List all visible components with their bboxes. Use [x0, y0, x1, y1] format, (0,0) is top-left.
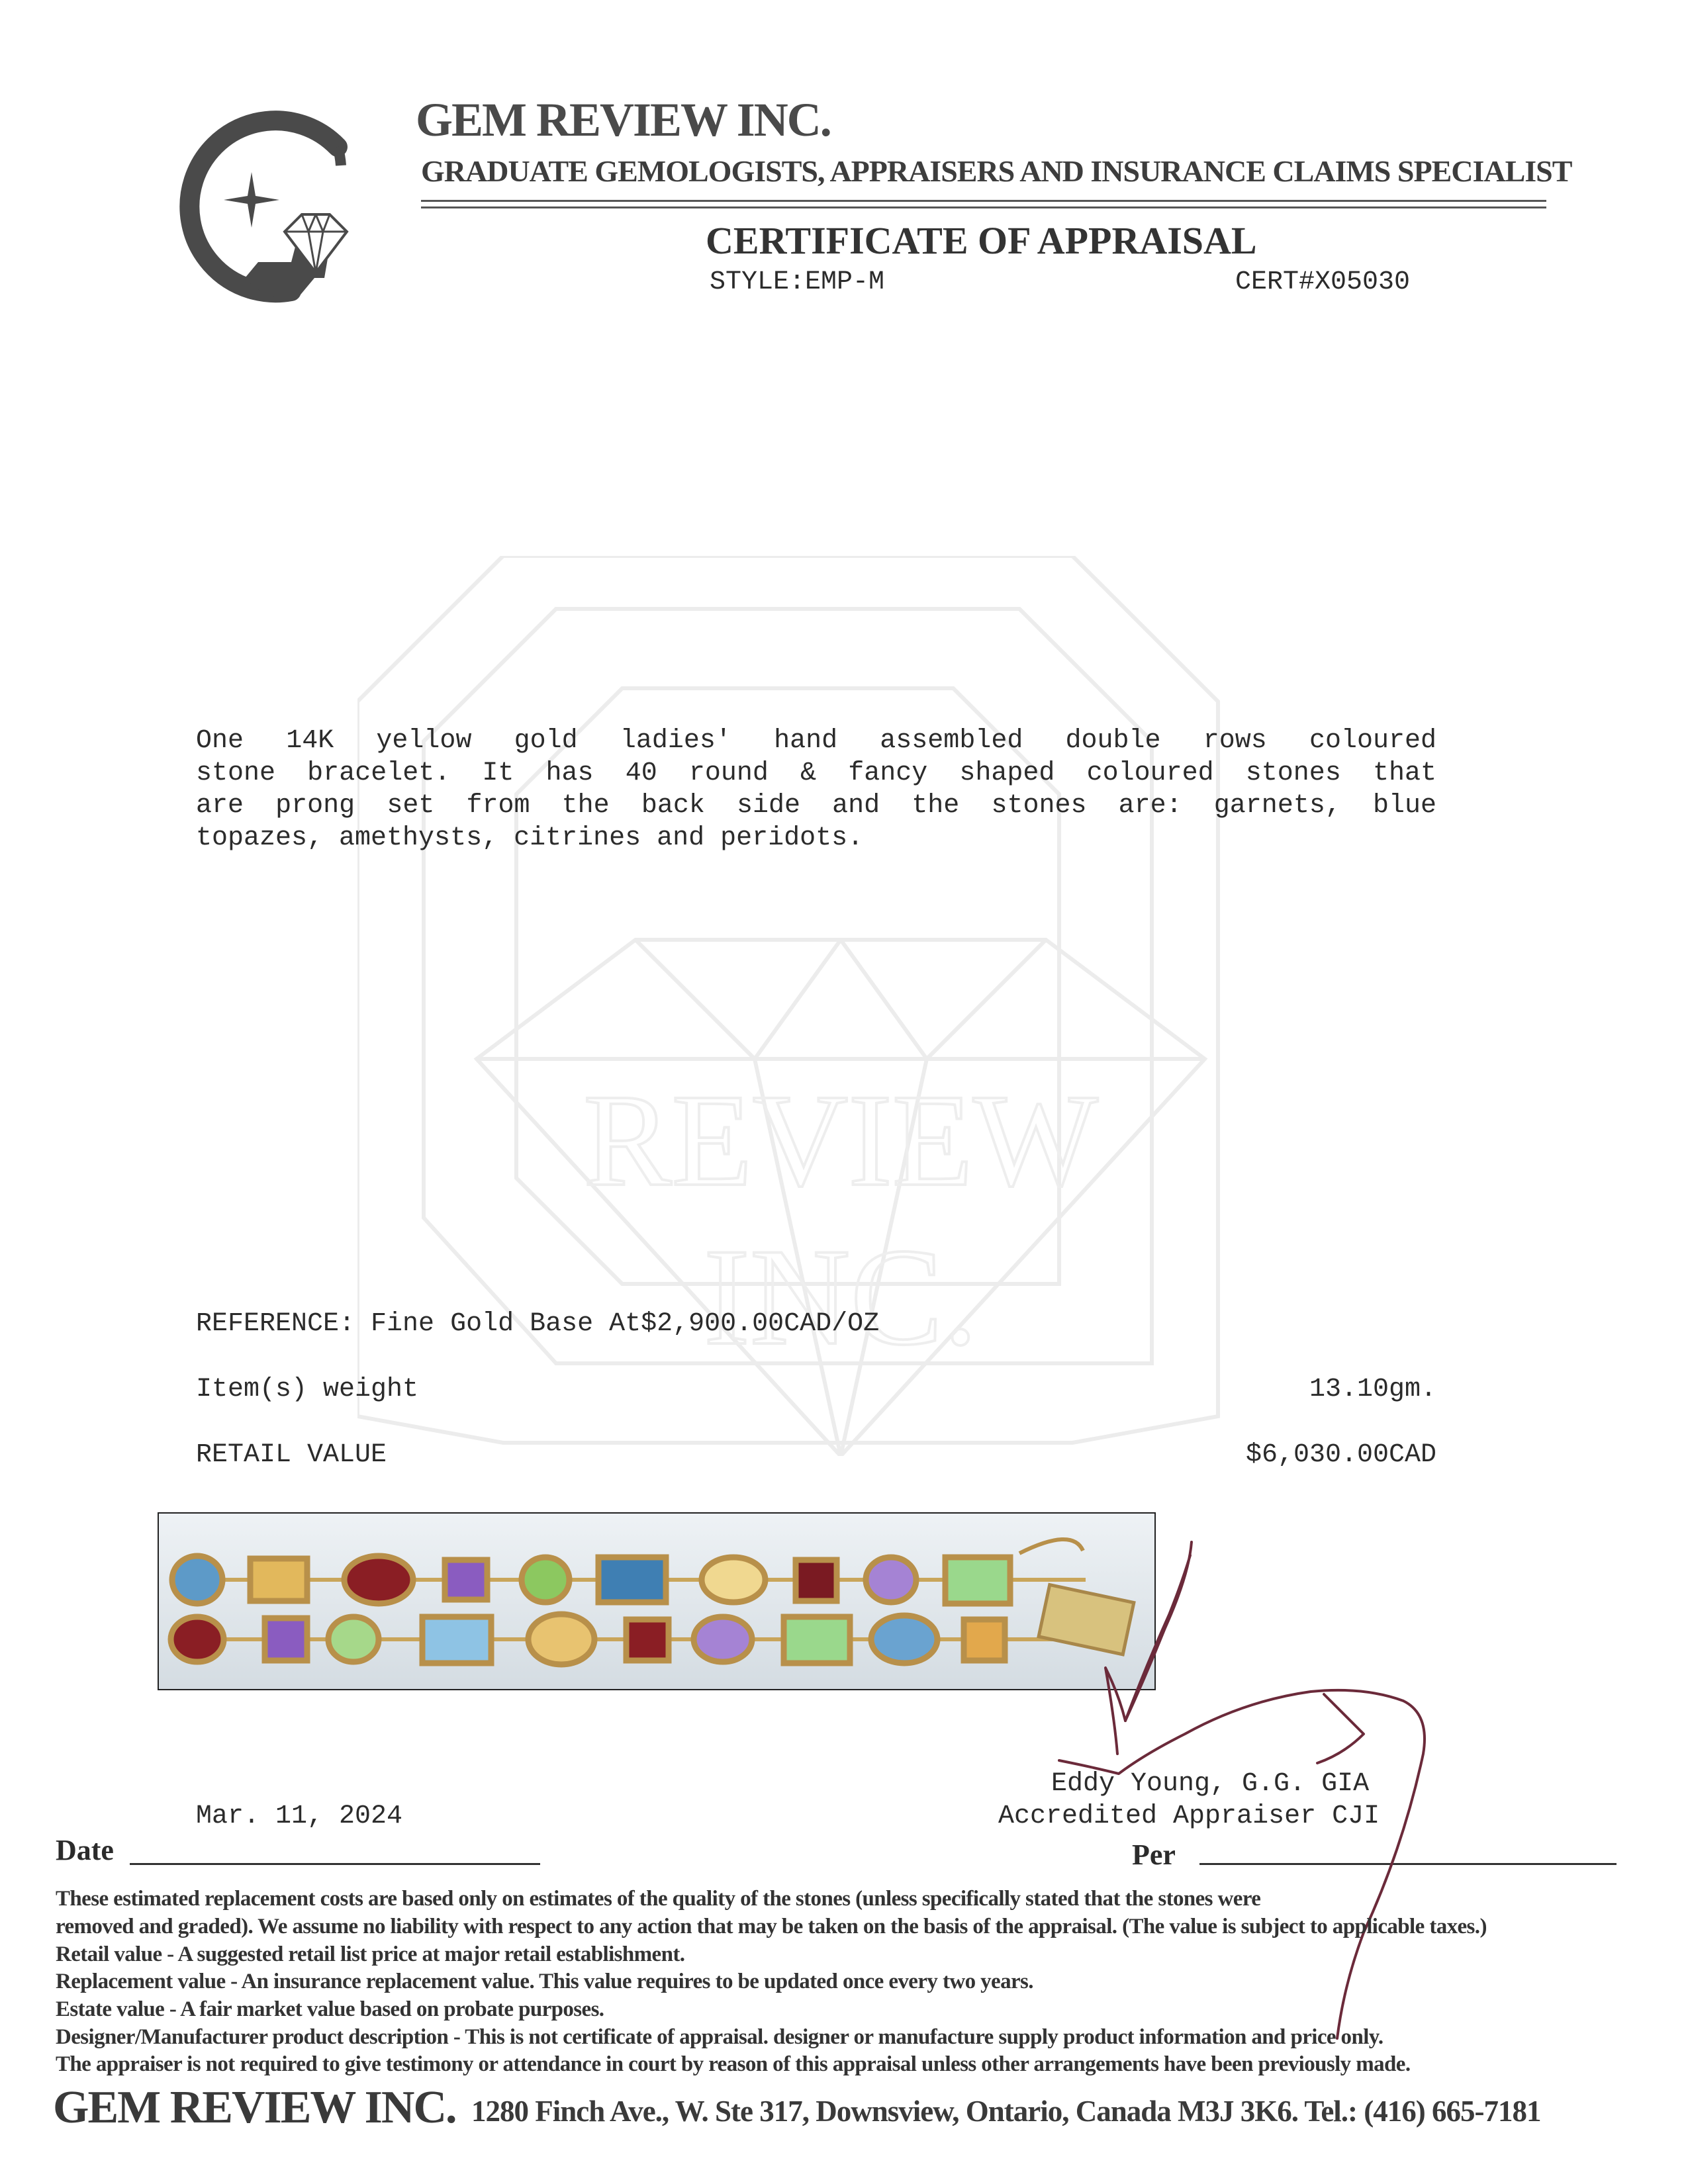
gold-reference: REFERENCE: Fine Gold Base At$2,900.00CAD/OZ — [196, 1309, 880, 1339]
appraisal-date: Mar. 11, 2024 — [196, 1801, 403, 1831]
handwritten-signature — [1033, 1535, 1456, 2058]
description-line: topazes, amethysts, citrines and peridots. — [196, 823, 864, 853]
weight-label: Item(s) weight — [196, 1375, 419, 1404]
company-logo — [159, 99, 351, 304]
date-label: Date — [56, 1834, 114, 1866]
header-rule-bottom — [421, 206, 1546, 208]
weight-value: 13.10gm. — [1309, 1375, 1436, 1404]
definition-replacement: Replacement value - An insurance replacement value. This value requires to be updated once every two years. — [56, 1970, 1033, 1993]
footer-address: 1280 Finch Ave., W. Ste 317, Downsview, Ontario, Canada M3J 3K6. Tel.: (416) 665-7181 — [471, 2095, 1541, 2128]
document-title: CERTIFICATE OF APPRAISAL — [706, 219, 1257, 262]
per-label: Per — [1132, 1839, 1176, 1871]
court-disclaimer: The appraiser is not required to give testimony or attendance in court by reason of this appraisal unless other arrangements have been previously made. — [56, 2052, 1411, 2076]
description-line: One 14K yellow gold ladies' hand assembled double rows coloured — [196, 726, 1436, 756]
company-name: GEM REVIEW INC. — [416, 93, 831, 146]
date-signature-line — [130, 1863, 540, 1865]
certificate-number: CERT#X05030 — [1235, 267, 1411, 297]
watermark-text-inc: INC. — [703, 1220, 978, 1374]
definition-retail: Retail value - A suggested retail list price at major retail establishment. — [56, 1942, 685, 1966]
bracelet-photo — [158, 1512, 1156, 1690]
item-description — [196, 725, 1436, 854]
watermark-text-review: REVIEW — [583, 1068, 1098, 1214]
company-tagline: GRADUATE GEMOLOGISTS, APPRAISERS AND INSURANCE CLAIMS SPECIALIST — [421, 154, 1572, 188]
definition-estate: Estate value - A fair market value based on probate purposes. — [56, 1997, 604, 2021]
style-code: STYLE:EMP-M — [710, 267, 885, 297]
header-rule-top — [421, 200, 1546, 202]
appraiser-name: Eddy Young, G.G. GIA — [1051, 1769, 1370, 1799]
retail-value: $6,030.00CAD — [1245, 1440, 1436, 1470]
definition-designer: Designer/Manufacturer product description - This is not certificate of appraisal. designer or manufacture supply product information and price only. — [56, 2025, 1383, 2049]
description-line: are prong set from the back side and the stones are: garnets, blue — [196, 791, 1436, 821]
disclaimer-line: These estimated replacement costs are based only on estimates of the quality of the stones (unless specifically stated that the stones were — [56, 1887, 1261, 1911]
description-line: stone bracelet. It has 40 round & fancy shaped coloured stones that — [196, 758, 1436, 788]
disclaimer-line: removed and graded). We assume no liability with respect to any action that may be taken on the basis of the appraisal. (The value is subject to applicable taxes.) — [56, 1915, 1487, 1938]
footer-company-name: GEM REVIEW INC. — [53, 2082, 456, 2133]
appraiser-title: Accredited Appraiser CJI — [998, 1801, 1380, 1831]
retail-value-label: RETAIL VALUE — [196, 1440, 387, 1470]
